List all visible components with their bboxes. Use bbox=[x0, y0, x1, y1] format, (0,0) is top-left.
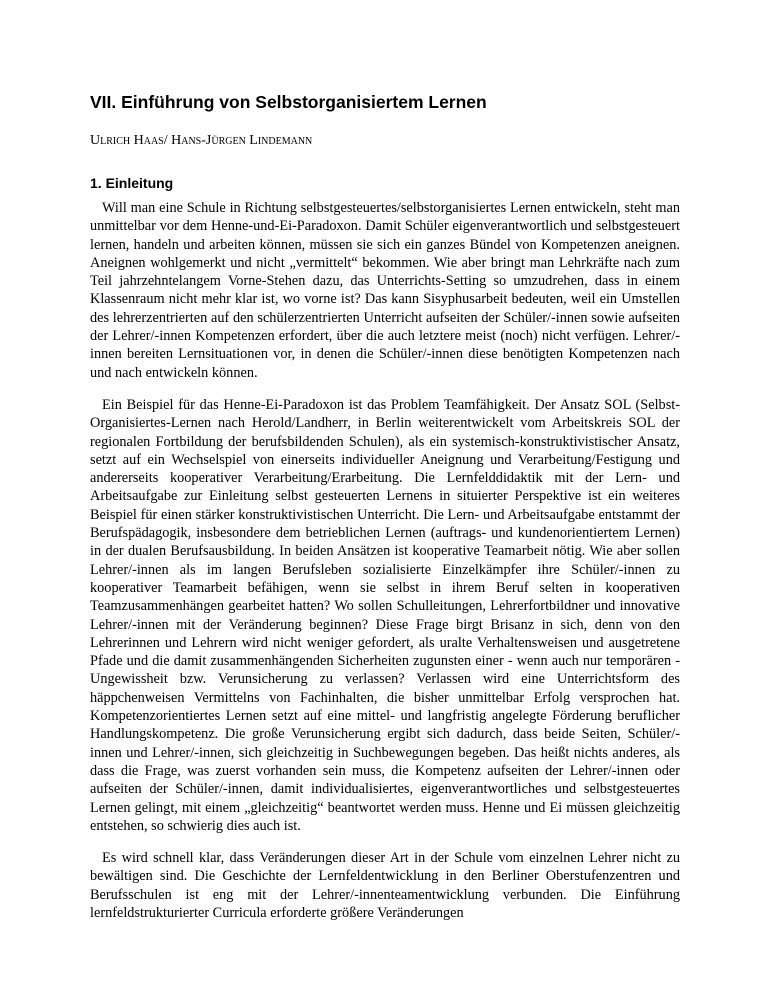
paragraph-2: Ein Beispiel für das Henne-Ei-Paradoxon ist das Problem Teamfähigkeit. Der Ansatz SOL (Selbst-Organisiertes-Lernen nach Herold/Landherr, in Berlin weiterentwickelt vom Arbeitskreis SOL der regionalen Fortbildung der berufsbildenden Schulen), als ein systemisch-konstruktivistischer Ansatz, setzt auf ein Wechselspiel von einerseits individueller Aneignung und Verarbeitung/Festigung und andererseits kooperativer Verarbeitung/Erarbeitung. Die Lernfelddidaktik mit der Lern- und Arbeitsaufgabe zur Einleitung selbst gesteuerten Lernens in situierter Perspektive ist ein weiteres Beispiel für einen stärker konstruktivistischen Unterricht. Die Lern- und Arbeitsaufgabe entstammt der Berufspädagogik, insbesondere dem betrieblichen Lernen (auftrags- und kundenorientiertem Lernen) in der dualen Berufsausbildung. In beiden Ansätzen ist kooperative Teamarbeit nötig. Wie aber sollen Lehrer/-innen als im langen Berufsleben sozialisierte Einzelkämpfer ihre Schüler/-innen zu kooperativer Teamarbeit befähigen, wenn sie selbst in ihrem Beruf selten in kooperativen Teamzusammenhängen gearbeitet hatten? Wo sollen Schulleitungen, Lehrerfortbildner und innovative Lehrer/-innen mit der Veränderung beginnen? Diese Frage birgt Brisanz in sich, denn von den Lehrerinnen und Lehrern wird nicht weniger gefordert, als uralte Verhaltensweisen und ausgetretene Pfade und die damit zusammenhängenden Sicherheiten zugunsten einer - wenn auch nur temporären - Ungewissheit bzw. Verunsicherung zu verlassen? Verlassen wird eine Unterrichtsform des häppchenweisen Vermittelns von Fachinhalten, die bisher unmittelbar Erfolg versprochen hat. Kompetenzorientiertes Lernen setzt auf eine mittel- und langfristig angelegte Förderung beruflicher Handlungskompetenz. Die große Verunsicherung ergibt sich dadurch, dass beide Seiten, Schüler/-innen und Lehrer/-innen, sich gleichzeitig in Suchbewegungen begeben. Das heißt nichts anderes, als dass die Frage, was zuerst vorhanden sein muss, die Kompetenz aufseiten der Lehrer/-innen oder aufseiten der Schüler/-innen, damit individualisiertes, eigenverantwortliches und selbstgesteuertes Lernen gelingt, mit einem „gleichzeitig“ beantwortet werden muss. Henne und Ei müssen gleichzeitig entstehen, so schwierig dies auch ist. bbox=[90, 396, 680, 834]
paragraph-3: Es wird schnell klar, dass Veränderungen dieser Art in der Schule vom einzelnen Lehrer nicht zu bewältigen sind. Die Geschichte der Lernfeldentwicklung in den Berliner Oberstufenzentren und Berufsschulen ist eng mit der Lehrer/-innenteamentwicklung verbunden. Die Einführung lernfeldstrukturierter Curricula erforderte größere Veränderungen bbox=[90, 850, 680, 921]
section-heading: 1. Einleitung bbox=[90, 175, 174, 191]
paragraph-1: Will man eine Schule in Richtung selbstgesteuertes/selbstorganisiertes Lernen entwickeln, steht man unmittelbar vor dem Henne-und-Ei-Paradoxon. Damit Schüler eigenverantwortlich und selbstgesteuert lernen, handeln und arbeiten können, müssen sie sich ein ganzes Bündel von Kompetenzen aneignen. Aneignen wohlgemerkt und nicht „vermittelt“ bekommen. Wie aber bringt man Lehrkräfte nach zum Teil jahrzehntelangem Vorne-Stehen dazu, das Unterrichts-Setting so umzudrehen, dass in einem Klassenraum nicht mehr klar ist, wo vorne ist? Das kann Sisyphusarbeit bedeuten, weil ein Umstellen des lehrerzentrierten auf den schülerzentrierten Unterricht aufseiten der Schüler/-innen sowie aufseiten der Lehrer/-innen Kompetenzen erfordert, über die auch letztere meist (noch) nicht verfügen. Lehrer/-innen bereiten Lernsituationen vor, in denen die Schüler/-innen diese benötigten Kompetenzen nach und nach entwickeln können. bbox=[90, 200, 680, 381]
chapter-title: VII. Einführung von Selbstorganisiertem Lernen bbox=[90, 92, 487, 112]
document-page bbox=[90, 92, 680, 936]
author-line: Ulrich Haas/ Hans-Jürgen Lindemann bbox=[90, 133, 313, 148]
